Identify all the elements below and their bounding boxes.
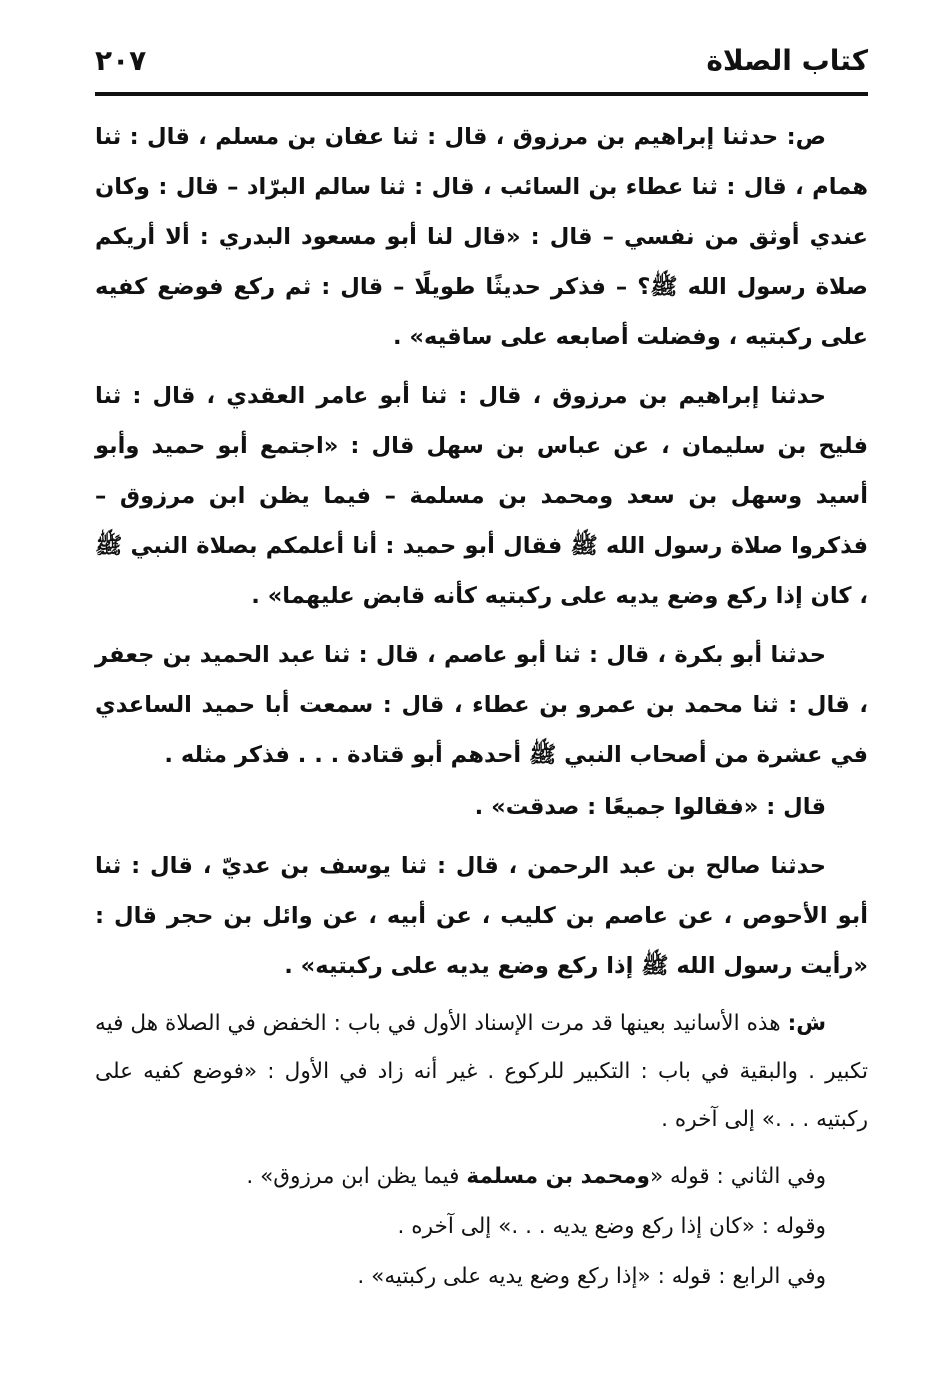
hadith-paragraph-3 [95,630,868,780]
hadith-paragraph-2 [95,371,868,621]
commentary-text-3: وقوله : «كان إذا ركع وضع يديه . . .» إلى آخره . [397,1214,826,1239]
hadith-text-1: حدثنا إبراهيم بن مرزوق ، قال : ثنا عفان بن مسلم ، قال : ثنا همام ، قال : ثنا عطاء بن السائب ، قال : ثنا سالم البرّاد – قال : وكان عندي أوثق من نفسي – قال : «قال لنا أبو مسعود البدري : ألا أريكم صلاة رسول الله ﷺ؟ – فذكر حديثًا طويلًا – قال : ثم ركع فوضع كفيه على ركبتيه ، وفضلت أصابعه على ساقيه» . [95,124,868,350]
commentary-text-2-bold: ومحمد بن مسلمة [466,1164,650,1189]
header-rule [95,92,868,96]
hadith-paragraph-5 [95,841,868,991]
commentary-paragraph-1 [95,1000,868,1144]
page-header [95,38,868,84]
commentary-paragraph-3 [95,1203,826,1251]
hadith-paragraph-1 [95,112,868,362]
page-body [95,112,868,1303]
commentary-paragraph-2 [95,1153,826,1201]
commentary-text-1: هذه الأسانيد بعينها قد مرت الإسناد الأول في باب : الخفض في الصلاة هل فيه تكبير . والبقية في باب : التكبير للركوع . غير أنه زاد في الأول : «فوضع كفيه على ركبتيه . . .» إلى آخره . [95,1011,868,1132]
commentary-paragraph-4 [95,1253,826,1301]
commentary-text-2-post: فيما يظن ابن مرزوق» . [246,1164,467,1189]
matn-label: ص: [786,124,826,150]
hadith-text-3: حدثنا أبو بكرة ، قال : ثنا أبو عاصم ، قال : ثنا عبد الحميد بن جعفر ، قال : ثنا محمد بن عمرو بن عطاء ، قال : سمعت أبا حميد الساعدي في عشرة من أصحاب النبي ﷺ أحدهم أبو قتادة . . . فذكر مثله . [95,642,868,768]
commentary-text-2-pre: وفي الثاني : قوله « [649,1164,826,1189]
hadith-text-5: حدثنا صالح بن عبد الرحمن ، قال : ثنا يوسف بن عديّ ، قال : ثنا أبو الأحوص ، عن عاصم بن كليب ، عن أبيه ، عن وائل بن حجر قال : «رأيت رسول الله ﷺ إذا ركع وضع يديه على ركبتيه» . [95,853,868,979]
hadith-paragraph-4 [95,782,868,832]
book-title: كتاب الصلاة [706,44,868,77]
hadith-text-2: حدثنا إبراهيم بن مرزوق ، قال : ثنا أبو عامر العقدي ، قال : ثنا فليح بن سليمان ، عن عباس بن سهل قال : «اجتمع أبو حميد وأبو أسيد وسهل بن سعد ومحمد بن مسلمة – فيما يظن ابن مرزوق – فذكروا صلاة رسول الله ﷺ فقال أبو حميد : أنا أعلمكم بصلاة النبي ﷺ ، كان إذا ركع وضع يديه على ركبتيه كأنه قابض عليهما» . [95,383,868,609]
sharh-label: ش: [787,1011,826,1036]
hadith-text-4: قال : «فقالوا جميعًا : صدقت» . [474,794,826,820]
commentary-text-4: وفي الرابع : قوله : «إذا ركع وضع يديه على ركبتيه» . [357,1264,826,1289]
page-number: ٢٠٧ [95,44,147,77]
